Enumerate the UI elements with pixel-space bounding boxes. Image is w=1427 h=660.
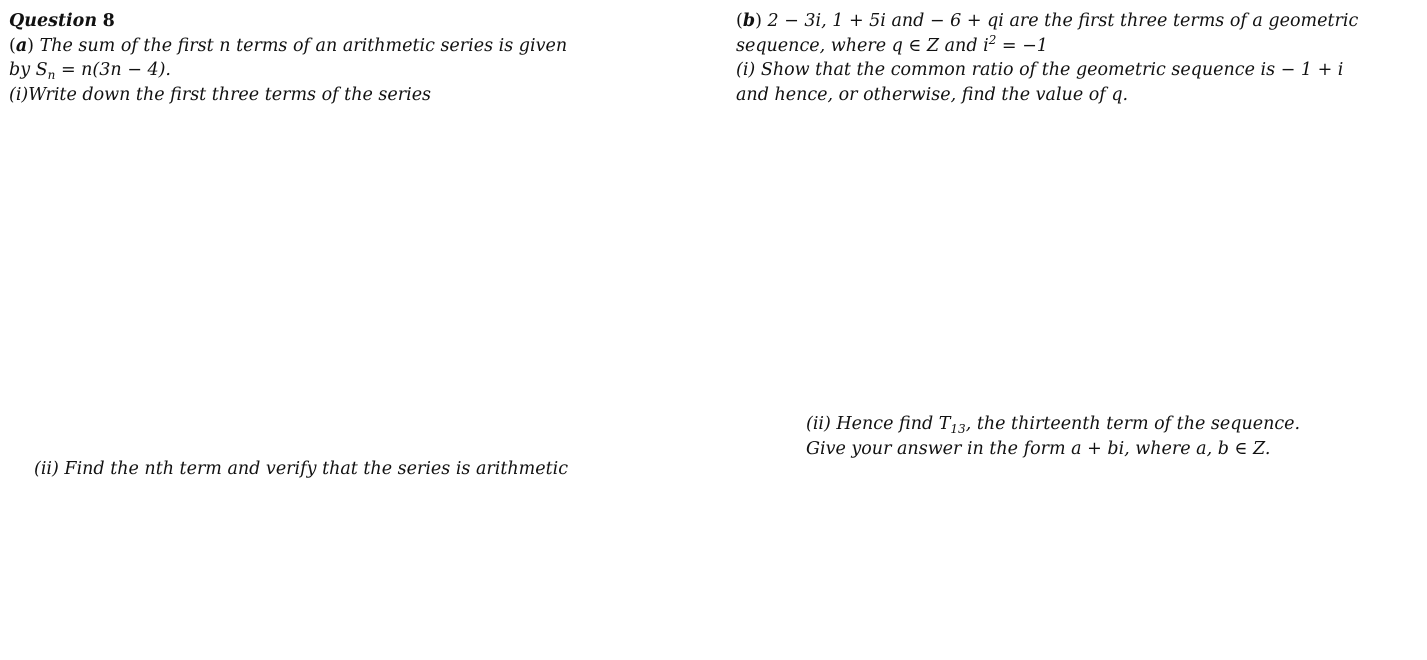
part-b-ii-text-1-post: , the thirteenth term of the sequence. [965,414,1301,434]
question-title-word: Question [9,11,98,31]
part-a-ii-question [34,457,568,482]
part-a-ii-text: Find the nth term and verify that the series is arithmetic [58,459,569,479]
part-a-intro-line-1 [9,34,567,59]
part-b-block [736,9,1358,107]
part-b-ii-text-1-pre: Hence find T [830,414,951,434]
part-a-ii-label: (ii) [34,459,59,479]
part-b-line-2 [736,34,1358,59]
part-b-line-1 [736,9,1358,34]
part-a-intro-text-1: The sum of the first n terms of an arithmetic series is given [34,35,568,56]
part-b-i-text-1: Show that the common ratio of the geometric sequence is − 1 + i [755,60,1344,80]
part-a-intro-subscript: n [47,68,56,82]
part-a-label-open: ( [9,35,16,56]
part-a-intro-line-2 [9,58,567,83]
part-b-ii-block [806,412,1300,461]
part-b-i-line-1 [736,58,1358,83]
part-b-ii-line-2: Give your answer in the form a + bi, where a, b ∈ Z. [806,438,1271,459]
part-a-i-label: (i) [9,84,29,105]
part-b-ii-subscript: 13 [950,422,966,436]
part-a-intro-text-2-pre: by S [9,60,48,80]
part-b-label: b [742,11,756,31]
part-b-line-2-post: = −1 [996,35,1048,56]
part-b-i-line-2: and hence, or otherwise, find the value of q. [736,84,1129,105]
part-b-ii-label: (ii) [806,414,831,434]
question-title-number: 8 [102,11,115,31]
part-a-i-text: Write down the first three terms of the series [28,84,432,105]
part-a-ii-block [34,457,568,482]
part-b-line-2-pre: sequence, where q ∈ Z and i [736,35,989,56]
part-b-superscript: 2 [988,32,997,47]
question-heading [9,9,567,34]
part-a-label: a [15,35,28,56]
part-b-i-label: (i) [736,60,756,80]
part-a-intro-text-2-post: = n(3n − 4). [55,60,171,80]
part-b-label-close: ) [755,11,762,31]
part-b-ii-line-1 [806,412,1300,437]
part-b-line-1-text: 2 − 3i, 1 + 5i and − 6 + qi are the first three terms of a geometric [761,11,1359,31]
part-a-block [9,9,567,107]
part-a-label-close: ) [27,35,34,56]
part-b-label-open: ( [736,11,743,31]
part-a-i-question [9,83,567,108]
